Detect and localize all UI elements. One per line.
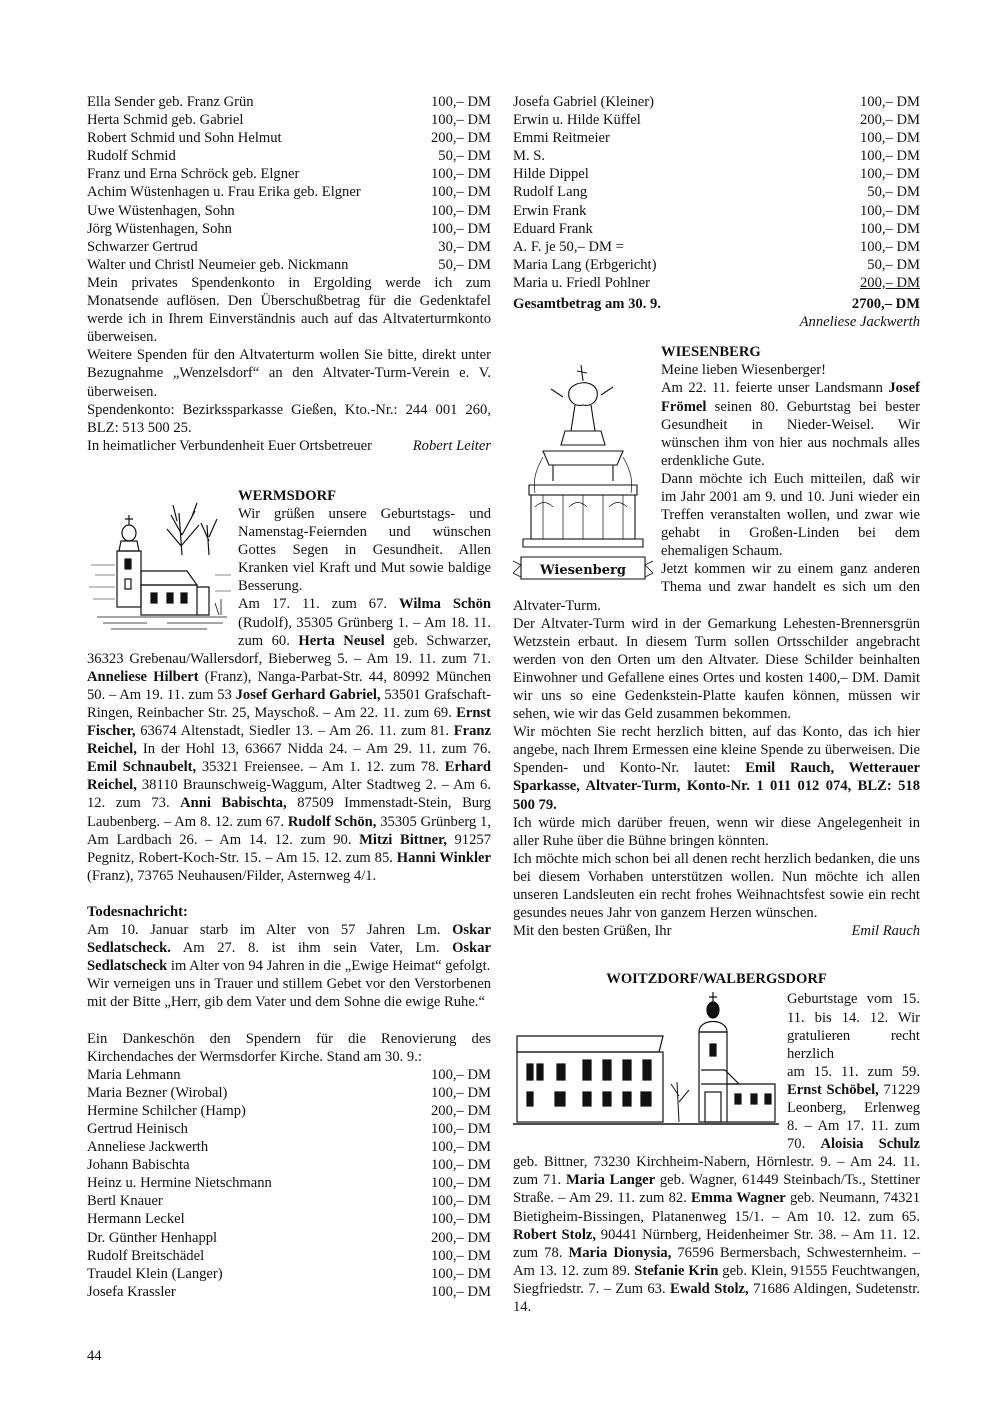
section-title-wermsdorf: WERMSDORF	[238, 487, 337, 504]
total-row	[513, 295, 920, 313]
donation-amount: 200,– DM	[860, 112, 920, 129]
greeting: Meine lieben Wiesenberger!	[661, 362, 827, 379]
total-amount: 2700,– DM	[851, 296, 920, 313]
signature: Emil Rauch	[851, 923, 920, 940]
bank-details: Emil Rauch, Wetterauer Sparkasse, Altvater-Turm, Konto-Nr. 1 011 012 074, BLZ: 518 500 79.	[513, 760, 920, 813]
donor-name: Hermann Leckel	[87, 1211, 185, 1228]
donation-row	[87, 1229, 491, 1247]
wiesenberg-paragraph: Ich würde mich darüber freuen, wenn wir diese Angelegenheit in aller Ruhe über die Bühne bringen könnten.	[513, 814, 920, 849]
church-illustration	[87, 495, 232, 635]
donation-amount: 100,– DM	[431, 1157, 491, 1174]
donor-name: Maria Bezner (Wirobal)	[87, 1084, 228, 1101]
donation-row	[87, 1247, 491, 1265]
donation-row	[513, 220, 920, 238]
donation-row	[87, 1066, 491, 1084]
donor-name: Jörg Wüstenhagen, Sohn	[87, 220, 232, 237]
donation-row	[87, 1192, 491, 1210]
donor-name: Maria Lehmann	[87, 1066, 181, 1083]
donation-row	[87, 93, 491, 111]
section-title-todesnachricht: Todesnachricht:	[87, 903, 188, 920]
person-name: Josef Frömel	[661, 380, 920, 415]
donor-name: Maria u. Friedl Pohlner	[513, 274, 650, 291]
donation-amount: 100,– DM	[431, 1193, 491, 1210]
donation-row	[87, 1120, 491, 1138]
donor-name: M. S.	[513, 148, 546, 165]
page-number: 44	[87, 1348, 102, 1364]
donor-name: Gertrud Heinisch	[87, 1120, 188, 1137]
wiesenberg-paragraph: Dann möchte ich Euch mitteilen, daß wir im Jahr 2001 am 9. und 10. Juni wieder ein Treffen veranstalten wollen, und zwar wie gehabt in Großen-Linden bei dem ehemaligen Schaum.	[661, 470, 920, 560]
donor-name: Walter und Christl Neumeier geb. Nickmann	[87, 256, 349, 273]
donor-name: Emmi Reitmeier	[513, 130, 610, 147]
donation-row	[87, 220, 491, 238]
donation-row	[513, 202, 920, 220]
donation-amount: 100,– DM	[431, 1211, 491, 1228]
donation-amount: 100,– DM	[431, 1139, 491, 1156]
donation-amount: 100,– DM	[431, 1084, 491, 1101]
donation-row	[87, 256, 491, 274]
donation-amount: 200,– DM	[431, 130, 491, 147]
donation-row	[87, 165, 491, 183]
donation-row	[87, 147, 491, 165]
donation-amount: 100,– DM	[431, 1283, 491, 1300]
section-title-woitzdorf: WOITZDORF/WALBERGSDORF	[606, 971, 827, 988]
donation-amount: 100,– DM	[860, 130, 920, 147]
fountain-illustration	[513, 361, 653, 583]
woitzdorf-birthdays: am 15. 11. zum 59. Ernst Schöbel, 71229 Leonberg, Erlenweg 8. – Am 17. 11. zum 70. Aloisia Schulz geb. Bittner, 73230 Kirchheim-Nabern, Hörnlestr. 9. – Am 24. 11. zum 71. Maria Langer geb. Wagner, 61449 Steinbach/Ts., Stettiner Straße. – Am 29. 11. zum 82. Emma Wagner geb. Neumann, 74321 Bietigheim-Bissingen, Platanenweg 15/1. – Am 10. 12. zum 65. Robert Stolz, 90441 Nürnberg, Heidenheimer Str. 38. – Am 11. 12. zum 78. Maria Dionysia, 76596 Bermersbach, Schwesternheim. – Am 13. 12. zum 89. Stefanie Krin geb. Klein, 91555 Feuchtwangen, Siegfriedstr. 7. – Zum 63. Ewald Stolz, 71686 Aldingen, Sudetenstr. 14.	[513, 1063, 921, 1315]
donor-name: Maria Lang (Erbgericht)	[513, 256, 657, 273]
donation-row	[87, 183, 491, 201]
donation-amount: 100,– DM	[860, 166, 920, 183]
donation-row	[87, 129, 491, 147]
paragraph: Spendenkonto: Bezirkssparkasse Gießen, Kto.-Nr.: 244 001 260, BLZ: 513 500 25.	[87, 401, 491, 436]
closing-line	[87, 437, 491, 455]
donation-amount: 100,– DM	[431, 1247, 491, 1264]
donation-row	[513, 238, 920, 256]
wiesenberg-paragraph: Am 22. 11. feierte unser Landsmann Josef Frömel seinen 80. Geburtstag bei bester Gesundheit in Nieder-Weisel. Wir wünschen ihm von hier aus nochmals alles erdenkliche Gute.	[661, 380, 920, 469]
donation-amount: 100,– DM	[431, 202, 491, 219]
wermsdorf-intro: Wir grüßen unsere Geburtstags- und Namenstag-Feiernden und wünschen Gottes Segen in Gesundheit. Allen Kranken viel Kraft und Mut sowie baldige Besserung.	[238, 505, 491, 595]
donor-name: Hilde Dippel	[513, 166, 589, 183]
total-label: Gesamtbetrag am 30. 9.	[513, 296, 661, 313]
donation-amount: 100,– DM	[860, 220, 920, 237]
signature: Anneliese Jackwerth	[799, 314, 920, 331]
donation-row	[87, 1084, 491, 1102]
donor-name: Josefa Gabriel (Kleiner)	[513, 94, 655, 110]
donation-row	[513, 147, 920, 165]
donor-name: Erwin u. Hilde Küffel	[513, 112, 641, 129]
donation-row	[513, 129, 920, 147]
donation-amount: 100,– DM	[431, 112, 491, 129]
donation-amount: 100,– DM	[431, 1175, 491, 1192]
donor-name: Johann Babischta	[87, 1157, 190, 1174]
wiesenberg-paragraph: Der Altvater-Turm wird in der Gemarkung Lehesten-Brennersgrün Wetzstein erbaut. In diesem Turm sollen Ortsschilder angebracht werden von den Orten um den Altvater. Diese Schilder beinhalten Einwohner und Gefallene eines Ortes und kosten 1400,– DM. Damit wir uns so eine Gedenkstein-Platte kaufen können, müssen wir sehen, wie wir das Geld zusammen bekommen.	[513, 615, 920, 723]
donation-amount: 50,– DM	[867, 184, 920, 201]
donation-amount: 200,– DM	[431, 1102, 491, 1119]
donation-list-right	[513, 93, 920, 292]
donor-name: Bertl Knauer	[87, 1193, 163, 1210]
donor-name: Achim Wüstenhagen u. Frau Erika geb. Elgner	[87, 184, 361, 201]
donation-amount: 100,– DM	[431, 220, 491, 237]
donation-amount: 100,– DM	[431, 1120, 491, 1137]
donor-name: Heinz u. Hermine Nietschmann	[87, 1175, 272, 1192]
woitzdorf-section	[513, 970, 920, 1316]
wermsdorf-birthdays: Am 17. 11. zum 67. Wilma Schön (Rudolf), 35305 Grünberg 1. – Am 18. 11. zum 60. Herta Neusel geb. Schwarzer, 36323 Grebenau/Wallersdorf, Bieberweg 5. – Am 19. 11. zum 71. Anneliese Hilbert (Franz), Nanga-Parbat-Str. 44, 80992 München 50. – Am 19. 11. zum 53 Josef Gerhard Gabriel, 53501 Grafschaft-Ringen, Reinbacher Str. 25, Mayschoß. – Am 22. 11. zum 69. Ernst Fischer, 63674 Altenstadt, Siedler 13. – Am 26. 11. zum 81. Franz Reichel, In der Hohl 13, 63667 Nidda 24. – Am 29. 11. zum 76. Emil Schnaubelt, 35321 Freiensee. – Am 1. 12. zum 78. Erhard Reichel, 38110 Braunschweig-Waggum, Alter Stadtweg 2. – Am 6. 12. zum 73. Anni Babischta, 87509 Immenstadt-Stein, Burg Laubenberg. – Am 8. 12. zum 67. Rudolf Schön, 35305 Grünberg 1, Am Lardbach 26. – Am 14. 12. zum 90. Mitzi Bittner, 91257 Pegnitz, Robert-Koch-Str. 15. – Am 15. 12. zum 85. Hanni Winkler (Franz), 73765 Neuhausen/Filder, Asternweg 4/1.	[87, 596, 492, 884]
donor-name: Robert Schmid und Sohn Helmut	[87, 130, 282, 147]
wiesenberg-paragraph: Ich möchte mich schon bei all denen recht herzlich bedanken, die uns bei diesem Vorhaben unterstützen wollen. Nun möchte ich allen unseren Landsleuten ein recht frohes Weihnachtsfest sowie ein recht gesundes neues Jahr von ganzem Herzen wünschen.	[513, 850, 920, 922]
donation-row	[87, 202, 491, 220]
donor-name: Dr. Günther Henhappl	[87, 1229, 218, 1246]
donation-amount: 100,– DM	[860, 238, 920, 255]
wiesenberg-section	[513, 343, 920, 940]
donor-name: Ella Sender geb. Franz Grün	[87, 94, 254, 110]
death-notice-2: Wir verneigen uns in Trauer und stillem Gebet vor den Verstorbenen mit der Bitte „Herr, gib dem Vater und dem Sohne die ewige Ruhe.“	[87, 976, 491, 1011]
donation-row	[513, 111, 920, 129]
donation-row	[87, 1283, 491, 1301]
woitzdorf-intro: Geburtstage vom 15. 11. bis 14. 12. Wir gratulieren recht herzlich	[787, 991, 920, 1062]
donation-amount: 100,– DM	[431, 1265, 491, 1282]
donation-row	[513, 256, 920, 274]
donation-row	[87, 1265, 491, 1283]
left-column	[87, 93, 491, 1301]
donation-amount: 100,– DM	[431, 94, 491, 110]
right-column	[513, 93, 920, 1316]
donation-row	[87, 1138, 491, 1156]
donation-amount: 50,– DM	[438, 256, 491, 273]
donor-name: Rudolf Lang	[513, 184, 588, 201]
donation-row	[513, 165, 920, 183]
donor-name: Rudolf Breitschädel	[87, 1247, 205, 1264]
donor-name: Rudolf Schmid	[87, 148, 176, 165]
death-notice: Am 10. Januar starb im Alter von 57 Jahren Lm. Oskar Sedlatscheck. Am 27. 8. ist ihm sein Vater, Lm. Oskar Sedlatscheck im Alter von 94 Jahren in die „Ewige Heimat“ gefolgt.	[87, 922, 491, 975]
donor-name: Erwin Frank	[513, 202, 587, 219]
donation-amount: 200,– DM	[431, 1229, 491, 1246]
closing-line: Mit den besten Grüßen, Ihr Emil Rauch	[513, 923, 920, 940]
wiesenberg-paragraph: Wir möchten Sie recht herzlich bitten, auf das Konto, das ich hier angebe, nach Ihrem Ermessen eine kleine Spende zu überweisen. Die Spenden- und Konto-Nr. lautet: Emil Rauch, Wetterauer Sparkasse, Altvater-Turm, Konto-Nr. 1 011 012 074, BLZ: 518 500 79.	[513, 724, 920, 813]
donation-row	[513, 183, 920, 201]
donor-name: Hermine Schilcher (Hamp)	[87, 1102, 246, 1119]
donation-amount: 50,– DM	[867, 256, 920, 273]
donor-name: Schwarzer Gertrud	[87, 238, 198, 255]
donation-row	[87, 111, 491, 129]
donor-name: Franz und Erna Schröck geb. Elgner	[87, 166, 300, 183]
donor-name: Josefa Krassler	[87, 1283, 176, 1300]
donation-amount: 100,– DM	[431, 166, 491, 183]
donor-name: A. F. je 50,– DM =	[513, 238, 624, 255]
danke-paragraph: Ein Dankeschön den Spendern für die Renovierung des Kirchendaches der Wermsdorfer Kirche. Stand am 30. 9.:	[87, 1030, 491, 1065]
village-illustration	[513, 992, 779, 1136]
wiesenberg-paragraph: Jetzt kommen wir zu einem ganz anderen Thema und zwar handelt es sich um den Altvater-Turm.	[513, 561, 920, 614]
donation-amount: 100,– DM	[860, 94, 920, 110]
donation-row	[87, 1174, 491, 1192]
donation-amount: 100,– DM	[860, 202, 920, 219]
donation-amount: 50,– DM	[438, 148, 491, 165]
donation-row	[513, 274, 920, 292]
donation-amount: 100,– DM	[431, 1066, 491, 1083]
paragraph: Mein privates Spendenkonto in Ergolding werde ich zum Monatsende auflösen. Den Überschußbetrag für die Gedenktafel werde ich in Ihrem Einverständnis auch auf das Altvaterturmkonto überweisen.	[87, 274, 491, 346]
donor-name: Uwe Wüstenhagen, Sohn	[87, 202, 235, 219]
signature: Robert Leiter	[412, 437, 491, 454]
donation-amount: 30,– DM	[438, 238, 491, 255]
donation-amount: 100,– DM	[860, 148, 920, 165]
closing-text: In heimatlicher Verbundenheit Euer Ortsbetreuer	[87, 437, 373, 454]
donor-name: Eduard Frank	[513, 220, 593, 237]
donor-name: Herta Schmid geb. Gabriel	[87, 112, 244, 129]
donation-list-kirche	[87, 1066, 491, 1301]
donation-list	[87, 93, 491, 274]
donation-row	[87, 1210, 491, 1228]
donation-row	[87, 238, 491, 256]
donor-name: Traudel Klein (Langer)	[87, 1265, 223, 1282]
section-title-wiesenberg: WIESENBERG	[661, 344, 761, 361]
donation-row	[87, 1102, 491, 1120]
donation-row	[513, 93, 920, 111]
donation-amount: 100,– DM	[431, 184, 491, 201]
donation-amount: 200,– DM	[860, 274, 920, 291]
wermsdorf-section	[87, 487, 491, 885]
donor-name: Anneliese Jackwerth	[87, 1139, 209, 1156]
donation-row	[87, 1156, 491, 1174]
paragraph: Weitere Spenden für den Altvaterturm wollen Sie bitte, direkt unter Bezugnahme „Wenzelsdorf“ an den Altvater-Turm-Verein e. V. überweisen.	[87, 347, 491, 400]
fountain-label: Wiesenberg	[540, 563, 626, 579]
